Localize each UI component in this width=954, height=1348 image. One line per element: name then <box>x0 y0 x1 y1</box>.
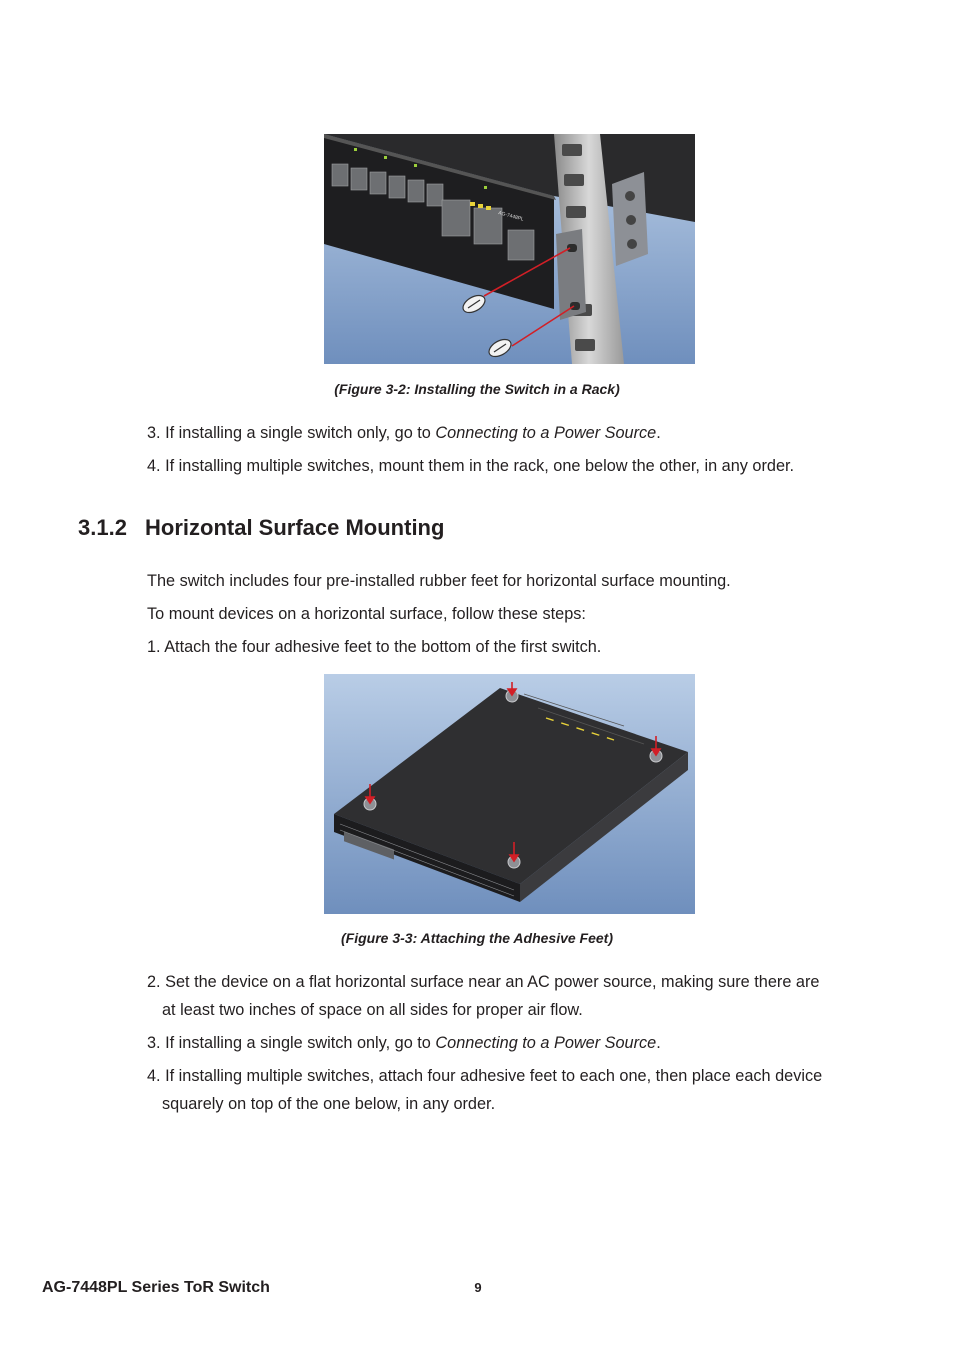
panel-label: AG-7448PL <box>497 210 525 223</box>
footer-title: AG-7448PL Series ToR Switch <box>42 1279 270 1296</box>
intro-steps-lead: To mount devices on a horizontal surface, follow these steps: <box>147 605 586 623</box>
section-heading <box>78 515 444 541</box>
intro-paragraph: The switch includes four pre-installed rubber feet for horizontal surface mounting. <box>147 572 731 590</box>
step-2-continuation: at least two inches of space on all sides for proper air flow. <box>162 1001 583 1019</box>
figure-3-2-caption: (Figure 3-2: Installing the Switch in a Rack) <box>334 381 620 397</box>
adhesive-feet-figure <box>324 674 695 914</box>
step-4-continuation: squarely on top of the one below, in any order. <box>162 1095 496 1113</box>
section-title: Horizontal Surface Mounting <box>145 515 445 540</box>
step-1-attach-feet: 1. Attach the four adhesive feet to the bottom of the first switch. <box>147 638 602 656</box>
step-2-place-device: 2. Set the device on a flat horizontal surface near an AC power source, making sure there are <box>147 973 820 991</box>
section-number: 3.1.2 <box>78 515 127 540</box>
step-4-stack-devices: 4. If installing multiple switches, attach four adhesive feet to each one, then place each device <box>147 1067 823 1085</box>
step-3-single-switch: 3. If installing a single switch only, go to Connecting to a Power Source. <box>147 424 661 442</box>
step-3-single-switch-b: 3. If installing a single switch only, go to Connecting to a Power Source. <box>147 1034 661 1052</box>
figure-3-3-caption: (Figure 3-3: Attaching the Adhesive Feet) <box>341 930 613 946</box>
rack-installation-figure <box>324 134 695 364</box>
step-4-multiple-switches: 4. If installing multiple switches, mount them in the rack, one below the other, in any order. <box>147 457 795 475</box>
page-number: 9 <box>474 1280 482 1295</box>
